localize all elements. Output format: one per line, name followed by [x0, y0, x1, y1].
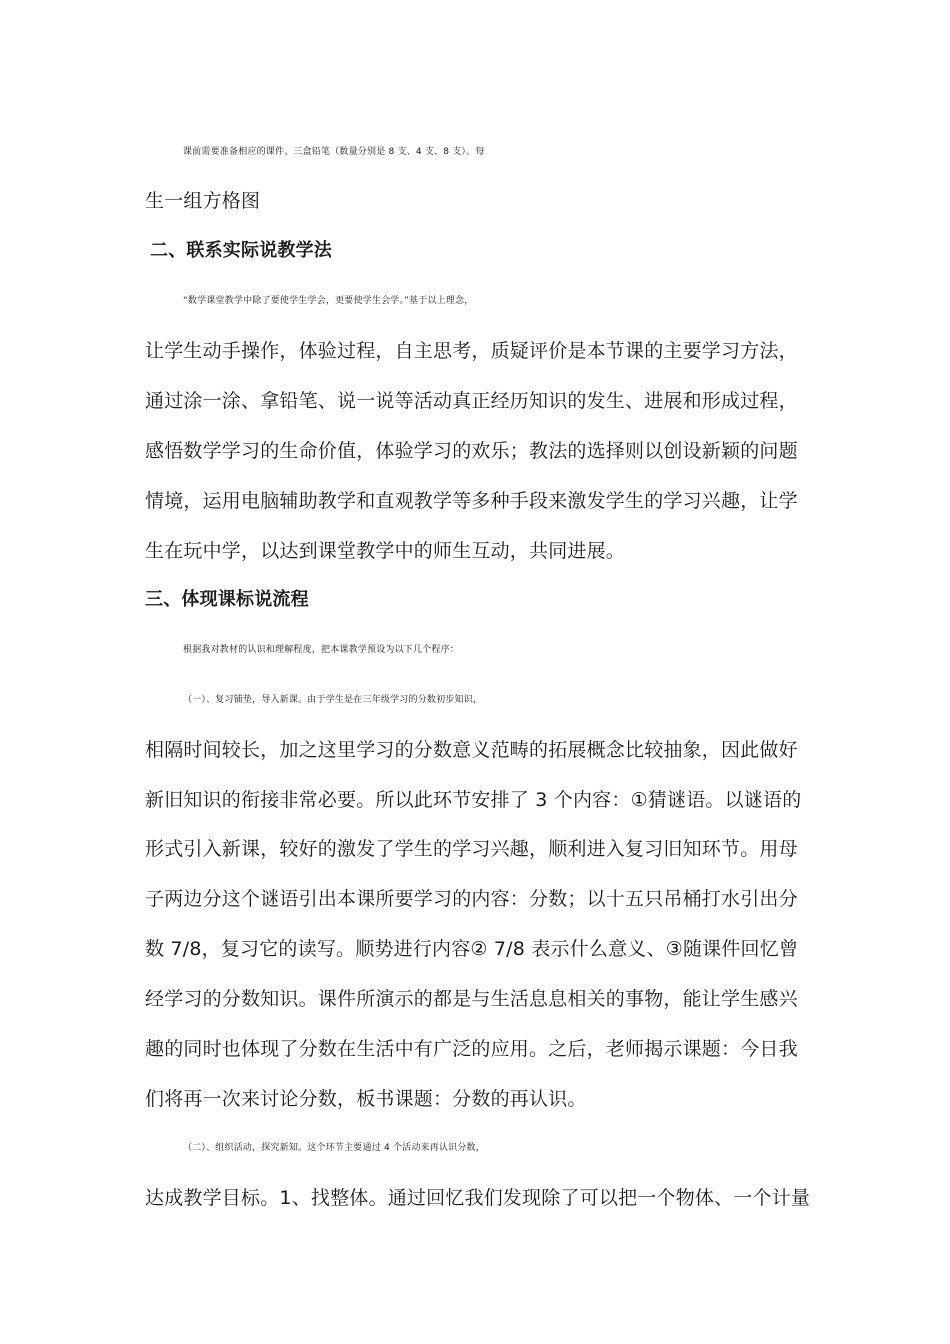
paragraph-line: 趣的同时也体现了分数在生活中有广泛的应用。之后，老师揭示课题：今日我 — [145, 1038, 798, 1060]
paragraph-line: 让学生动手操作，体验过程，自主思考，质疑评价是本节课的主要学习方法， — [145, 340, 798, 362]
paragraph-line: 数 7/8，复习它的读写。顺势进行内容② 7/8 表示什么意义、③随课件回忆曾 — [145, 938, 799, 960]
paragraph-line: 通过涂一涂、拿铅笔、说一说等活动真正经历知识的发生、进展和形成过程， — [145, 390, 798, 412]
paragraph-line: 经学习的分数知识。课件所演示的都是与生活息息相关的事物，能让学生感兴 — [145, 988, 798, 1010]
paragraph-line: 根据我对教材的认识和理解程度，把本课教学预设为以下几个程序： — [183, 645, 460, 655]
paragraph-line: 相隔时间较长，加之这里学习的分数意义范畴的拓展概念比较抽象，因此做好 — [145, 739, 798, 761]
paragraph-line: 形式引入新课，较好的激发了学生的学习兴趣，顺利进入复习旧知环节。用母 — [145, 838, 798, 860]
paragraph-line: 情境，运用电脑辅助教学和直观教学等多种手段来激发学生的学习兴趣，让学 — [145, 490, 798, 512]
section-heading: 三、体现课标说流程 — [145, 589, 309, 610]
paragraph-line: 们将再一次来讨论分数，板书课题：分数的再认识。 — [145, 1088, 587, 1110]
paragraph-line: （一）、复习铺垫，导入新课。由于学生是在三年级学习的分数初步知识， — [183, 695, 483, 705]
paragraph-line: 子两边分这个谜语引出本课所要学习的内容：分数；以十五只吊桶打水引出分 — [145, 888, 798, 910]
paragraph-line: “数学课堂教学中除了要使学生学会，更要使学生会学。”基于以上理念， — [183, 296, 474, 306]
paragraph-line: 生在玩中学，以达到课堂教学中的师生互动，共同进展。 — [145, 540, 626, 562]
paragraph-line: 感悟数学学习的生命价值，体验学习的欢乐；教法的选择则以创设新颖的问题 — [145, 440, 798, 462]
paragraph-line: 新旧知识的衔接非常必要。所以此环节安排了 3 个内容：①猜谜语。以谜语的 — [145, 789, 802, 811]
paragraph-line: （二）、组织活动，探究新知。这个环节主要通过 4 个活动来再认识分数， — [183, 1143, 485, 1153]
section-heading: 二、联系实际说教学法 — [150, 240, 332, 261]
paragraph-line: 达成教学目标。1、找整体。通过回忆我们发现除了可以把一个物体、一个计量 — [145, 1187, 811, 1209]
paragraph-line: 生一组方格图 — [145, 190, 261, 212]
paragraph-line: 课前需要准备相应的课件、三盒铅笔（数量分别是 8 支、4 支、8 支）、每 — [183, 147, 485, 157]
